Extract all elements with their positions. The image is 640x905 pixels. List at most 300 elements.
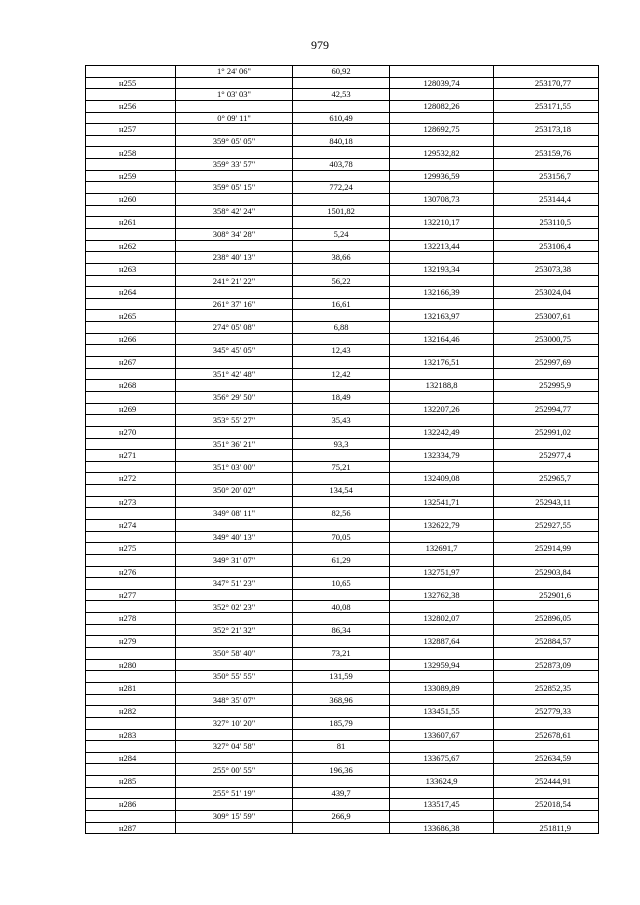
- length-cell: [293, 543, 390, 555]
- y-coordinate-cell: 253110,5: [494, 217, 599, 229]
- y-coordinate-cell: [494, 89, 599, 101]
- angle-cell: 1° 24' 06": [176, 66, 293, 78]
- length-cell: [293, 240, 390, 252]
- angle-cell: 350° 20' 02": [176, 485, 293, 497]
- angle-cell: 350° 55' 55": [176, 671, 293, 683]
- point-cell: н282: [86, 706, 176, 718]
- y-coordinate-cell: [494, 508, 599, 520]
- x-coordinate-cell: 132188,8: [390, 380, 494, 392]
- y-coordinate-cell: [494, 368, 599, 380]
- table-row: [86, 112, 599, 124]
- point-cell: [86, 461, 176, 473]
- point-cell: н261: [86, 217, 176, 229]
- y-coordinate-cell: 252994,77: [494, 403, 599, 415]
- table-row: [86, 624, 599, 636]
- angle-cell: 353° 55' 27": [176, 415, 293, 427]
- length-cell: 610,49: [293, 112, 390, 124]
- table-row: [86, 741, 599, 753]
- x-coordinate-cell: [390, 298, 494, 310]
- x-coordinate-cell: 132541,71: [390, 496, 494, 508]
- x-coordinate-cell: [390, 741, 494, 753]
- length-cell: [293, 729, 390, 741]
- angle-cell: [176, 729, 293, 741]
- point-cell: [86, 298, 176, 310]
- length-cell: 93,3: [293, 438, 390, 450]
- y-coordinate-cell: [494, 485, 599, 497]
- angle-cell: 349° 08' 11": [176, 508, 293, 520]
- length-cell: 6,88: [293, 322, 390, 334]
- angle-cell: 308° 34' 28": [176, 228, 293, 240]
- y-coordinate-cell: [494, 322, 599, 334]
- y-coordinate-cell: 252852,35: [494, 682, 599, 694]
- angle-cell: [176, 194, 293, 206]
- point-cell: [86, 508, 176, 520]
- angle-cell: 358° 42' 24": [176, 205, 293, 217]
- point-cell: н269: [86, 403, 176, 415]
- length-cell: [293, 566, 390, 578]
- table-row: [86, 613, 599, 625]
- angle-cell: [176, 589, 293, 601]
- x-coordinate-cell: [390, 601, 494, 613]
- x-coordinate-cell: [390, 322, 494, 334]
- y-coordinate-cell: [494, 182, 599, 194]
- y-coordinate-cell: [494, 275, 599, 287]
- y-coordinate-cell: [494, 391, 599, 403]
- y-coordinate-cell: 253159,76: [494, 147, 599, 159]
- point-cell: н285: [86, 776, 176, 788]
- point-cell: [86, 578, 176, 590]
- y-coordinate-cell: 252678,61: [494, 729, 599, 741]
- y-coordinate-cell: [494, 764, 599, 776]
- y-coordinate-cell: 252884,57: [494, 636, 599, 648]
- table-row: [86, 589, 599, 601]
- length-cell: 439,7: [293, 787, 390, 799]
- point-cell: [86, 438, 176, 450]
- point-cell: н262: [86, 240, 176, 252]
- length-cell: 40,08: [293, 601, 390, 613]
- point-cell: [86, 135, 176, 147]
- length-cell: [293, 194, 390, 206]
- angle-cell: [176, 752, 293, 764]
- x-coordinate-cell: [390, 89, 494, 101]
- length-cell: 61,29: [293, 554, 390, 566]
- x-coordinate-cell: 132334,79: [390, 450, 494, 462]
- table-row: [86, 252, 599, 264]
- x-coordinate-cell: 132762,38: [390, 589, 494, 601]
- angle-cell: [176, 450, 293, 462]
- angle-cell: [176, 333, 293, 345]
- point-cell: н256: [86, 100, 176, 112]
- table-row: [86, 508, 599, 520]
- point-cell: [86, 345, 176, 357]
- length-cell: 5,24: [293, 228, 390, 240]
- length-cell: [293, 706, 390, 718]
- point-cell: н280: [86, 659, 176, 671]
- table-row: [86, 217, 599, 229]
- point-cell: [86, 648, 176, 660]
- point-cell: н272: [86, 473, 176, 485]
- angle-cell: 274° 05' 08": [176, 322, 293, 334]
- x-coordinate-cell: 133517,45: [390, 799, 494, 811]
- x-coordinate-cell: [390, 578, 494, 590]
- length-cell: [293, 287, 390, 299]
- y-coordinate-cell: 252018,54: [494, 799, 599, 811]
- length-cell: [293, 100, 390, 112]
- table-row: [86, 194, 599, 206]
- table-row: [86, 380, 599, 392]
- angle-cell: 352° 21' 32": [176, 624, 293, 636]
- point-cell: [86, 322, 176, 334]
- x-coordinate-cell: 132166,39: [390, 287, 494, 299]
- table-row: [86, 752, 599, 764]
- point-cell: [86, 485, 176, 497]
- y-coordinate-cell: 252991,02: [494, 426, 599, 438]
- x-coordinate-cell: [390, 694, 494, 706]
- angle-cell: [176, 310, 293, 322]
- point-cell: н286: [86, 799, 176, 811]
- length-cell: 368,96: [293, 694, 390, 706]
- x-coordinate-cell: 133451,55: [390, 706, 494, 718]
- point-cell: н284: [86, 752, 176, 764]
- point-cell: [86, 811, 176, 823]
- table-row: [86, 485, 599, 497]
- x-coordinate-cell: [390, 624, 494, 636]
- point-cell: [86, 554, 176, 566]
- length-cell: [293, 496, 390, 508]
- table-row: [86, 578, 599, 590]
- x-coordinate-cell: 132163,97: [390, 310, 494, 322]
- table-row: [86, 182, 599, 194]
- length-cell: [293, 682, 390, 694]
- length-cell: [293, 613, 390, 625]
- y-coordinate-cell: 253106,4: [494, 240, 599, 252]
- point-cell: [86, 694, 176, 706]
- angle-cell: 359° 05' 05": [176, 135, 293, 147]
- x-coordinate-cell: 132959,94: [390, 659, 494, 671]
- x-coordinate-cell: 133686,38: [390, 822, 494, 834]
- length-cell: [293, 263, 390, 275]
- point-cell: [86, 764, 176, 776]
- y-coordinate-cell: [494, 415, 599, 427]
- length-cell: [293, 636, 390, 648]
- point-cell: [86, 741, 176, 753]
- y-coordinate-cell: [494, 648, 599, 660]
- table-row: [86, 764, 599, 776]
- point-cell: [86, 671, 176, 683]
- angle-cell: 351° 03' 00": [176, 461, 293, 473]
- angle-cell: 350° 58' 40": [176, 648, 293, 660]
- point-cell: н274: [86, 519, 176, 531]
- table-row: [86, 473, 599, 485]
- length-cell: 12,42: [293, 368, 390, 380]
- table-row: [86, 205, 599, 217]
- y-coordinate-cell: [494, 531, 599, 543]
- angle-cell: [176, 263, 293, 275]
- point-cell: [86, 415, 176, 427]
- x-coordinate-cell: 132193,34: [390, 263, 494, 275]
- table-row: [86, 287, 599, 299]
- table-row: [86, 496, 599, 508]
- x-coordinate-cell: 132164,46: [390, 333, 494, 345]
- angle-cell: 241° 21' 22": [176, 275, 293, 287]
- x-coordinate-cell: [390, 135, 494, 147]
- angle-cell: [176, 473, 293, 485]
- point-cell: [86, 787, 176, 799]
- length-cell: [293, 473, 390, 485]
- y-coordinate-cell: 252977,4: [494, 450, 599, 462]
- angle-cell: [176, 357, 293, 369]
- x-coordinate-cell: [390, 112, 494, 124]
- y-coordinate-cell: 252444,91: [494, 776, 599, 788]
- point-cell: н275: [86, 543, 176, 555]
- angle-cell: 255° 00' 55": [176, 764, 293, 776]
- point-cell: н287: [86, 822, 176, 834]
- table-row: [86, 124, 599, 136]
- x-coordinate-cell: 132242,49: [390, 426, 494, 438]
- table-row: [86, 322, 599, 334]
- point-cell: н278: [86, 613, 176, 625]
- length-cell: [293, 357, 390, 369]
- angle-cell: [176, 566, 293, 578]
- table-row: [86, 438, 599, 450]
- x-coordinate-cell: [390, 531, 494, 543]
- angle-cell: 351° 42' 48": [176, 368, 293, 380]
- table-row: [86, 426, 599, 438]
- angle-cell: [176, 613, 293, 625]
- y-coordinate-cell: 252896,05: [494, 613, 599, 625]
- angle-cell: [176, 170, 293, 182]
- point-cell: [86, 368, 176, 380]
- x-coordinate-cell: 128082,26: [390, 100, 494, 112]
- table-row: [86, 368, 599, 380]
- y-coordinate-cell: [494, 252, 599, 264]
- table-row: [86, 228, 599, 240]
- y-coordinate-cell: 252995,9: [494, 380, 599, 392]
- length-cell: 38,66: [293, 252, 390, 264]
- angle-cell: [176, 636, 293, 648]
- angle-cell: 359° 33' 57": [176, 159, 293, 171]
- point-cell: [86, 228, 176, 240]
- table-row: [86, 89, 599, 101]
- angle-cell: 238° 40' 13": [176, 252, 293, 264]
- table-row: [86, 601, 599, 613]
- length-cell: 18,49: [293, 391, 390, 403]
- y-coordinate-cell: 253000,75: [494, 333, 599, 345]
- y-coordinate-cell: [494, 787, 599, 799]
- length-cell: 131,59: [293, 671, 390, 683]
- length-cell: [293, 752, 390, 764]
- y-coordinate-cell: 252965,7: [494, 473, 599, 485]
- length-cell: 403,78: [293, 159, 390, 171]
- length-cell: [293, 403, 390, 415]
- x-coordinate-cell: [390, 648, 494, 660]
- x-coordinate-cell: 132622,79: [390, 519, 494, 531]
- table-row: [86, 77, 599, 89]
- table-row: [86, 566, 599, 578]
- table-row: [86, 811, 599, 823]
- table-row: [86, 66, 599, 78]
- angle-cell: 261° 37' 16": [176, 298, 293, 310]
- y-coordinate-cell: [494, 228, 599, 240]
- length-cell: [293, 217, 390, 229]
- y-coordinate-cell: [494, 345, 599, 357]
- table-row: [86, 671, 599, 683]
- angle-cell: [176, 776, 293, 788]
- table-row: [86, 822, 599, 834]
- table-row: [86, 787, 599, 799]
- point-cell: н267: [86, 357, 176, 369]
- point-cell: н277: [86, 589, 176, 601]
- length-cell: [293, 124, 390, 136]
- x-coordinate-cell: 132207,26: [390, 403, 494, 415]
- angle-cell: 356° 29' 50": [176, 391, 293, 403]
- angle-cell: [176, 403, 293, 415]
- length-cell: [293, 147, 390, 159]
- table-row: [86, 357, 599, 369]
- length-cell: [293, 333, 390, 345]
- point-cell: [86, 252, 176, 264]
- angle-cell: 327° 10' 20": [176, 717, 293, 729]
- x-coordinate-cell: [390, 787, 494, 799]
- length-cell: [293, 799, 390, 811]
- point-cell: н259: [86, 170, 176, 182]
- x-coordinate-cell: [390, 811, 494, 823]
- table-row: [86, 659, 599, 671]
- x-coordinate-cell: [390, 554, 494, 566]
- length-cell: 35,43: [293, 415, 390, 427]
- x-coordinate-cell: 128039,74: [390, 77, 494, 89]
- page-number: 979: [311, 38, 329, 52]
- y-coordinate-cell: [494, 694, 599, 706]
- x-coordinate-cell: [390, 228, 494, 240]
- table-row: [86, 776, 599, 788]
- angle-cell: [176, 380, 293, 392]
- point-cell: н268: [86, 380, 176, 392]
- angle-cell: [176, 706, 293, 718]
- angle-cell: 255° 51' 19": [176, 787, 293, 799]
- point-cell: н271: [86, 450, 176, 462]
- x-coordinate-cell: [390, 461, 494, 473]
- length-cell: 60,92: [293, 66, 390, 78]
- length-cell: 10,65: [293, 578, 390, 590]
- angle-cell: [176, 100, 293, 112]
- angle-cell: 345° 45' 05": [176, 345, 293, 357]
- point-cell: [86, 601, 176, 613]
- y-coordinate-cell: 252873,09: [494, 659, 599, 671]
- x-coordinate-cell: 133089,89: [390, 682, 494, 694]
- table-row: [86, 147, 599, 159]
- angle-cell: [176, 496, 293, 508]
- angle-cell: [176, 426, 293, 438]
- x-coordinate-cell: 128692,75: [390, 124, 494, 136]
- point-cell: н260: [86, 194, 176, 206]
- angle-cell: 327° 04' 58": [176, 741, 293, 753]
- point-cell: [86, 182, 176, 194]
- length-cell: [293, 822, 390, 834]
- angle-cell: [176, 799, 293, 811]
- point-cell: [86, 624, 176, 636]
- point-cell: н279: [86, 636, 176, 648]
- table-row: [86, 682, 599, 694]
- table-row: [86, 519, 599, 531]
- y-coordinate-cell: [494, 112, 599, 124]
- length-cell: 82,56: [293, 508, 390, 520]
- length-cell: [293, 77, 390, 89]
- x-coordinate-cell: 132176,51: [390, 357, 494, 369]
- coordinates-table: [85, 65, 599, 834]
- x-coordinate-cell: 132691,7: [390, 543, 494, 555]
- y-coordinate-cell: [494, 717, 599, 729]
- y-coordinate-cell: 251811,9: [494, 822, 599, 834]
- angle-cell: 348° 35' 07": [176, 694, 293, 706]
- y-coordinate-cell: 252901,6: [494, 589, 599, 601]
- length-cell: [293, 519, 390, 531]
- x-coordinate-cell: [390, 438, 494, 450]
- length-cell: 16,61: [293, 298, 390, 310]
- table-row: [86, 240, 599, 252]
- table-row: [86, 275, 599, 287]
- x-coordinate-cell: [390, 764, 494, 776]
- y-coordinate-cell: 252903,84: [494, 566, 599, 578]
- y-coordinate-cell: [494, 135, 599, 147]
- length-cell: [293, 450, 390, 462]
- point-cell: [86, 205, 176, 217]
- x-coordinate-cell: [390, 66, 494, 78]
- angle-cell: [176, 77, 293, 89]
- y-coordinate-cell: [494, 298, 599, 310]
- x-coordinate-cell: 132210,17: [390, 217, 494, 229]
- coordinates-table-body: [86, 66, 599, 834]
- angle-cell: 349° 31' 07": [176, 554, 293, 566]
- length-cell: 73,21: [293, 648, 390, 660]
- length-cell: 266,9: [293, 811, 390, 823]
- y-coordinate-cell: 252634,59: [494, 752, 599, 764]
- x-coordinate-cell: 132802,07: [390, 613, 494, 625]
- y-coordinate-cell: [494, 438, 599, 450]
- point-cell: [86, 159, 176, 171]
- length-cell: [293, 659, 390, 671]
- point-cell: [86, 89, 176, 101]
- angle-cell: 309° 15' 59": [176, 811, 293, 823]
- table-row: [86, 717, 599, 729]
- point-cell: [86, 531, 176, 543]
- angle-cell: [176, 543, 293, 555]
- length-cell: [293, 589, 390, 601]
- y-coordinate-cell: 253170,77: [494, 77, 599, 89]
- point-cell: н263: [86, 263, 176, 275]
- y-coordinate-cell: 253156,7: [494, 170, 599, 182]
- y-coordinate-cell: [494, 741, 599, 753]
- angle-cell: 1° 03' 03": [176, 89, 293, 101]
- table-row: [86, 799, 599, 811]
- x-coordinate-cell: 133607,67: [390, 729, 494, 741]
- y-coordinate-cell: [494, 671, 599, 683]
- x-coordinate-cell: [390, 508, 494, 520]
- angle-cell: [176, 217, 293, 229]
- length-cell: 75,21: [293, 461, 390, 473]
- table-row: [86, 531, 599, 543]
- angle-cell: 347° 51' 23": [176, 578, 293, 590]
- table-row: [86, 345, 599, 357]
- angle-cell: [176, 240, 293, 252]
- point-cell: [86, 717, 176, 729]
- length-cell: [293, 170, 390, 182]
- x-coordinate-cell: [390, 485, 494, 497]
- y-coordinate-cell: 253073,38: [494, 263, 599, 275]
- angle-cell: 351° 36' 21": [176, 438, 293, 450]
- angle-cell: [176, 519, 293, 531]
- x-coordinate-cell: 132887,64: [390, 636, 494, 648]
